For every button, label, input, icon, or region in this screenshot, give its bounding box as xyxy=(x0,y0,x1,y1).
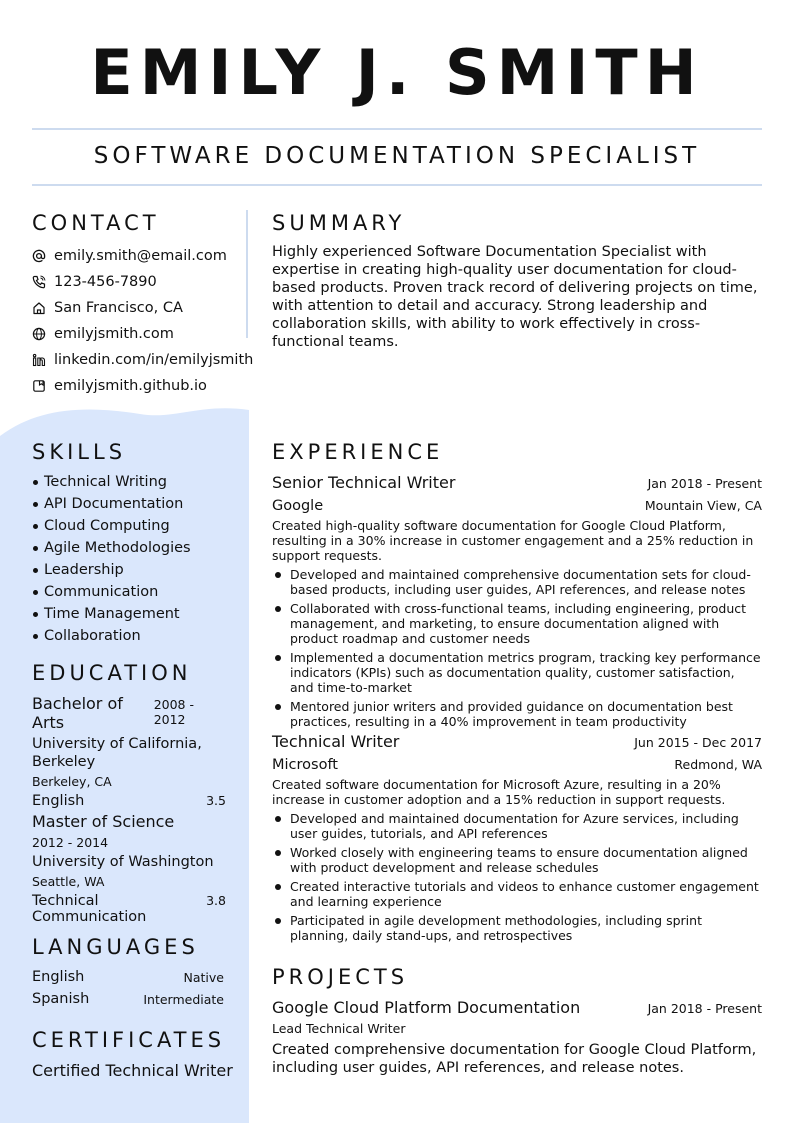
education-entry xyxy=(32,694,226,809)
at-icon xyxy=(32,249,46,263)
job-bullets xyxy=(272,567,762,729)
linkedin-icon xyxy=(32,353,46,367)
bullet-text: Participated in agile development methodologies, including sprint planning, daily stand-ups, and retrospectives xyxy=(290,913,702,943)
project-description: Created comprehensive documentation for Google Cloud Platform, including user guides, API references, and release notes. xyxy=(272,1042,757,1076)
skill-label: Leadership xyxy=(44,562,124,578)
projects-heading: PROJECTS xyxy=(272,965,409,989)
bullet-icon xyxy=(33,612,38,617)
contact-website-text: emilyjsmith.com xyxy=(54,326,174,342)
skill-label: Technical Writing xyxy=(44,474,167,490)
portfolio-icon xyxy=(32,379,46,393)
job-dates: Jan 2018 - Present xyxy=(647,476,762,491)
job-role: Senior Technical Writer xyxy=(272,473,456,492)
resume-name: EMILY J. SMITH xyxy=(90,36,704,109)
bullet-icon xyxy=(275,850,281,856)
bullet-text: Developed and maintained comprehensive documentation sets for cloud-based products, including user guides, API references, and release notes xyxy=(290,567,751,597)
education-years: 2012 - 2014 xyxy=(32,835,109,850)
bullet-text: Collaborated with cross-functional teams, including engineering, product management, and marketing, to ensure documentation aligned with product roadmap and customer needs xyxy=(290,601,747,646)
language-level: Intermediate xyxy=(143,991,224,1007)
certificates-heading: CERTIFICATES xyxy=(32,1028,226,1052)
skill-label: Communication xyxy=(44,584,159,600)
language-name: Spanish xyxy=(32,991,90,1007)
education-field: Technical Communication xyxy=(32,893,147,925)
contact-list xyxy=(32,243,254,399)
bullet-icon xyxy=(275,655,281,661)
skill-label: Collaboration xyxy=(44,628,141,644)
education-school: University of California, Berkeley xyxy=(32,736,202,770)
job-location: Redmond, WA xyxy=(674,757,762,772)
skill-label: API Documentation xyxy=(44,496,184,512)
contact-email[interactable] xyxy=(32,243,247,269)
skill-label: Cloud Computing xyxy=(44,518,170,534)
bullet-text: Implemented a documentation metrics program, tracking key performance indicators (KPIs) such as documentation quality, customer satisfaction, and time-to-market xyxy=(290,650,761,695)
job-location: Mountain View, CA xyxy=(644,498,762,513)
job-bullets xyxy=(272,811,762,943)
experience-heading: EXPERIENCE xyxy=(272,440,444,464)
job-company: Google xyxy=(272,498,324,514)
project-entry xyxy=(272,998,762,1077)
skills-heading: SKILLS xyxy=(32,440,127,464)
bullet-icon xyxy=(275,606,281,612)
education-degree: Bachelor of Arts xyxy=(32,694,123,732)
bullet-icon xyxy=(33,480,38,485)
skill-label: Time Management xyxy=(44,606,180,622)
list-item xyxy=(32,603,247,625)
list-item xyxy=(272,601,762,646)
contact-location-text: San Francisco, CA xyxy=(54,300,183,316)
education-location: Seattle, WA xyxy=(32,874,105,889)
list-item xyxy=(272,650,762,695)
summary-text: Highly experienced Software Documentation Specialist with expertise in creating high-quality user documentation for cloud-based products. Proven track record of delivering projects on time, with attention to detail and accuracy. Strong leadership and collaboration skills, with ability to work effectively in cross-functional teams. xyxy=(272,244,758,350)
job-role: Technical Writer xyxy=(272,732,400,751)
contact-location xyxy=(32,295,247,321)
bullet-icon xyxy=(275,572,281,578)
bullet-icon xyxy=(275,816,281,822)
bullet-icon xyxy=(33,634,38,639)
list-item xyxy=(272,811,762,841)
list-item xyxy=(32,625,247,647)
education-degree: Master of Science xyxy=(32,812,175,831)
education-school: University of Washington xyxy=(32,854,214,870)
experience-entry xyxy=(272,473,762,733)
bullet-icon xyxy=(33,502,38,507)
bullet-icon xyxy=(275,918,281,924)
job-description: Created software documentation for Microsoft Azure, resulting in a 20% increase in customer adoption and a 15% reduction in support requests. xyxy=(272,777,726,807)
languages-list xyxy=(32,966,224,1010)
bullet-icon xyxy=(275,884,281,890)
certificate-item: Certified Technical Writer xyxy=(32,1061,233,1080)
list-item xyxy=(272,845,762,875)
project-dates: Jan 2018 - Present xyxy=(647,1001,762,1016)
list-item xyxy=(32,537,247,559)
list-item xyxy=(272,567,762,597)
languages-heading: LANGUAGES xyxy=(32,935,199,959)
bullet-text: Worked closely with engineering teams to ensure documentation aligned with product development and release schedules xyxy=(290,845,748,875)
job-title: SOFTWARE DOCUMENTATION SPECIALIST xyxy=(93,143,701,169)
language-level: Native xyxy=(183,969,224,985)
header-divider-bottom xyxy=(32,184,762,186)
list-item xyxy=(32,515,247,537)
bullet-icon xyxy=(33,524,38,529)
contact-heading: CONTACT xyxy=(32,211,160,235)
list-item xyxy=(272,913,762,943)
bullet-text: Developed and maintained documentation for Azure services, including user guides, tutorials, and API references xyxy=(290,811,739,841)
skill-label: Agile Methodologies xyxy=(44,540,191,556)
list-item xyxy=(32,581,247,603)
contact-portfolio[interactable] xyxy=(32,373,247,399)
globe-icon xyxy=(32,327,46,341)
list-item xyxy=(32,966,224,988)
list-item xyxy=(272,699,762,729)
education-heading: EDUCATION xyxy=(32,661,192,685)
job-description: Created high-quality software documentation for Google Cloud Platform, resulting in a 30% increase in customer engagement and a 25% reduction in support requests. xyxy=(272,518,754,563)
contact-phone-text: 123-456-7890 xyxy=(54,274,157,290)
bullet-icon xyxy=(33,590,38,595)
experience-entry xyxy=(272,732,762,947)
education-field: English xyxy=(32,793,85,809)
skills-list xyxy=(32,471,247,647)
job-dates: Jun 2015 - Dec 2017 xyxy=(634,735,762,750)
list-item xyxy=(32,988,224,1010)
phone-icon xyxy=(32,275,46,289)
contact-phone[interactable] xyxy=(32,269,247,295)
contact-portfolio-text: emilyjsmith.github.io xyxy=(54,378,207,394)
contact-linkedin-text: linkedin.com/in/emilyjsmith xyxy=(54,352,254,368)
header-divider-top xyxy=(32,128,762,130)
home-icon xyxy=(32,301,46,315)
list-item xyxy=(32,559,247,581)
list-item xyxy=(32,471,247,493)
contact-linkedin[interactable] xyxy=(32,347,254,373)
language-name: English xyxy=(32,969,85,985)
bullet-text: Created interactive tutorials and videos to enhance customer engagement and learning experience xyxy=(290,879,759,909)
project-role: Lead Technical Writer xyxy=(272,1021,406,1036)
summary-heading: SUMMARY xyxy=(272,211,406,235)
education-location: Berkeley, CA xyxy=(32,774,112,789)
list-item xyxy=(32,493,247,515)
bullet-text: Mentored junior writers and provided guidance on documentation best practices, resulting in a 40% improvement in team productivity xyxy=(290,699,733,729)
bullet-icon xyxy=(33,568,38,573)
project-name: Google Cloud Platform Documentation xyxy=(272,998,581,1017)
bullet-icon xyxy=(33,546,38,551)
education-gpa: 3.8 xyxy=(206,893,226,908)
education-gpa: 3.5 xyxy=(206,793,226,808)
contact-website[interactable] xyxy=(32,321,247,347)
job-company: Microsoft xyxy=(272,757,338,773)
contact-email-text: emily.smith@email.com xyxy=(54,248,227,264)
bullet-icon xyxy=(275,704,281,710)
list-item xyxy=(272,879,762,909)
education-entry xyxy=(32,812,226,925)
education-years: 2008 - 2012 xyxy=(153,697,194,727)
